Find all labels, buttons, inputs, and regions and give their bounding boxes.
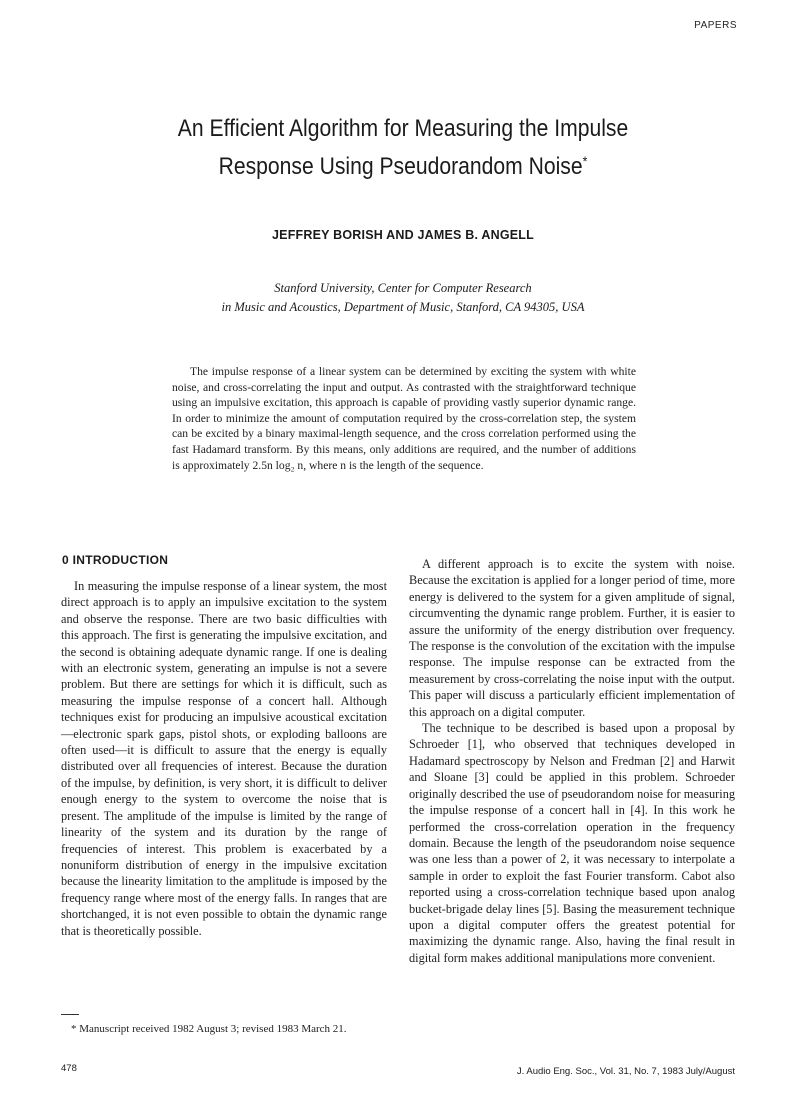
journal-citation: J. Audio Eng. Soc., Vol. 31, No. 7, 1983 July/August	[516, 1066, 735, 1077]
title-line-2-text: Response Using Pseudorandom Noise	[218, 153, 583, 180]
abstract: The impulse response of a linear system can be determined by exciting the system with white noise, and cross-correlating the input and output. As contrasted with the straightforward technique using an impulsive excitation, this approach is capable of providing vastly superior dynamic range. In order to minimize the amount of computation required by the cross-correlation step, the system can be excited by a binary maximal-length sequence, and the cross correlation performed using the fast Hadamard transform. By this means, only additions are required, and the number of additions is approximately 2.5n log₂ n, where n is the length of the sequence.	[172, 365, 636, 472]
section-heading: 0 INTRODUCTION	[62, 553, 169, 567]
running-header: PAPERS	[694, 20, 737, 31]
affiliation-line-2: in Music and Acoustics, Department of Music, Stanford, CA 94305, USA	[221, 300, 585, 314]
body-paragraph: The technique to be described is based upon a proposal by Schroeder [1], who observed that techniques developed in Hadamard spectroscopy by Nelson and Fredman [2] and Harwit and Sloane [3] could be applied in this problem. Schroeder originally described the use of pseudorandom noise for measuring the impulse response of a concert hall in [4]. In this work he performed the cross-correlation operation in the frequency domain. Because the length of the pseudorandom noise sequence was one less than a power of 2, it was necessary to interpolate a sample in order to exploit the fast Fourier transform. Cabot also reported using a cross-correlation technique based upon analog bucket-brigade delay lines [5]. Basing the measurement technique upon a digital computer offers the greatest potential for maximizing the dynamic range. Also, having the final result in digital form makes additional manipulations more convenient.	[409, 721, 735, 965]
affiliation	[0, 279, 806, 317]
affiliation-line-1: Stanford University, Center for Computer Research	[274, 281, 532, 295]
title-line-1: An Efficient Algorithm for Measuring the Impulse	[177, 115, 629, 142]
body-column-left	[61, 578, 387, 939]
page-number: 478	[61, 1063, 77, 1074]
footnote-rule	[61, 1014, 79, 1015]
paper-title	[84, 113, 723, 183]
title-line-2	[84, 145, 723, 183]
title-footnote-mark: *	[582, 153, 588, 169]
authors: JEFFREY BORISH AND JAMES B. ANGELL	[272, 228, 534, 242]
body-column-right	[409, 556, 735, 966]
body-paragraph: In measuring the impulse response of a linear system, the most direct approach is to apply an impulsive excitation to the system and observe the response. There are two basic difficulties with this approach. The first is generating the impulsive excitation, and the second is obtaining adequate dynamic range. If one is dealing with an electronic system, generating an impulse is not a severe problem. But there are settings for which it is difficult, such as measuring the impulse response of a concert hall. Although techniques exist for producing an impulsive acoustical excitation—electronic spark gaps, pistol shots, or exploding balloons are often used—it is difficult to assure that the energy is equally distributed over all frequencies of interest. Because the duration of the impulse, by definition, is very short, it is difficult to deliver enough energy to the system to overcome the noise that is present. The amplitude of the impulse is limited by the range of linearity of the system and its duration by the range of frequencies of interest. This problem is exacerbated by a nonuniform distribution of energy in the impulsive excitation because the linearity limitation to the amplitude is imposed by the frequency range where most of the energy falls. In ranges that are shortchanged, it is not even possible to obtain the dynamic range that is theoretically possible.	[61, 579, 387, 938]
footnote: * Manuscript received 1982 August 3; revised 1983 March 21.	[71, 1023, 347, 1035]
body-paragraph: A different approach is to excite the system with noise. Because the excitation is applied for a longer period of time, more energy is delivered to the system for a given amplitude of signal, circumventing the dynamic range problem. Further, it is easier to assure the uniformity of the energy distribution over frequency. The response is the convolution of the excitation with the impulse response. The impulse response can be extracted from the measurement by cross-correlating the noise input with the output. This paper will discuss a particularly efficient implementation of this approach on a digital computer.	[409, 557, 735, 719]
